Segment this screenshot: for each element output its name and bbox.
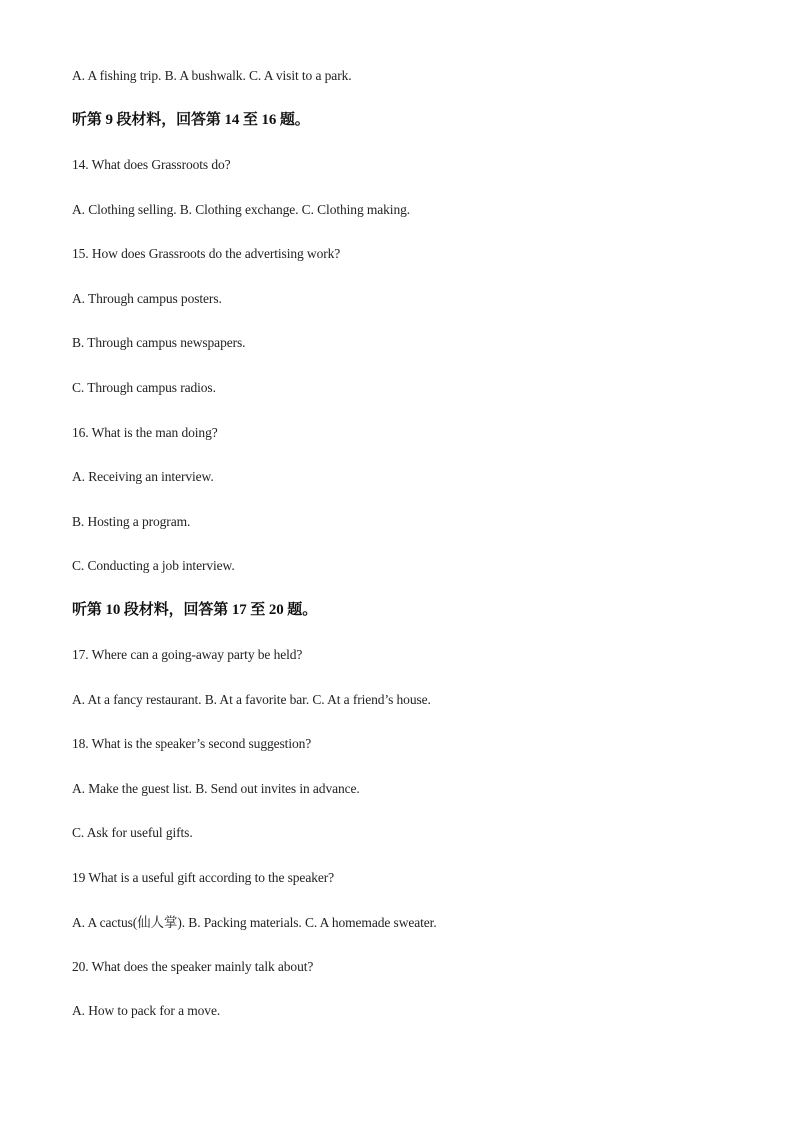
section-heading-10: 听第 10 段材料，回答第 17 至 20 题。 xyxy=(72,602,318,618)
question-15: 15. How does Grassroots do the advertising work? xyxy=(72,246,341,261)
option-15-b: B. Through campus newspapers. xyxy=(72,335,246,350)
options-17: A. At a fancy restaurant. B. At a favorite bar. C. At a friend’s house. xyxy=(72,692,431,707)
options-19: A. A cactus(仙人掌). B. Packing materials. C. A homemade sweater. xyxy=(72,915,437,930)
section-heading-9: 听第 9 段材料，回答第 14 至 16 题。 xyxy=(72,112,310,128)
options-18-ab: A. Make the guest list. B. Send out invites in advance. xyxy=(72,781,360,796)
question-16: 16. What is the man doing? xyxy=(72,425,218,440)
option-20-a: A. How to pack for a move. xyxy=(72,1003,221,1018)
question-17: 17. Where can a going-away party be held? xyxy=(72,647,303,662)
question-19: 19 What is a useful gift according to the speaker? xyxy=(72,870,335,885)
question-18: 18. What is the speaker’s second suggestion? xyxy=(72,736,312,751)
option-16-c: C. Conducting a job interview. xyxy=(72,558,235,573)
option-18-c: C. Ask for useful gifts. xyxy=(72,825,193,840)
option-15-c: C. Through campus radios. xyxy=(72,380,216,395)
option-16-b: B. Hosting a program. xyxy=(72,514,191,529)
option-line-13: A. A fishing trip. B. A bushwalk. C. A visit to a park. xyxy=(72,68,352,83)
options-14: A. Clothing selling. B. Clothing exchange. C. Clothing making. xyxy=(72,202,411,217)
question-20: 20. What does the speaker mainly talk about? xyxy=(72,959,314,974)
option-15-a: A. Through campus posters. xyxy=(72,291,222,306)
question-14: 14. What does Grassroots do? xyxy=(72,157,231,172)
option-16-a: A. Receiving an interview. xyxy=(72,469,214,484)
